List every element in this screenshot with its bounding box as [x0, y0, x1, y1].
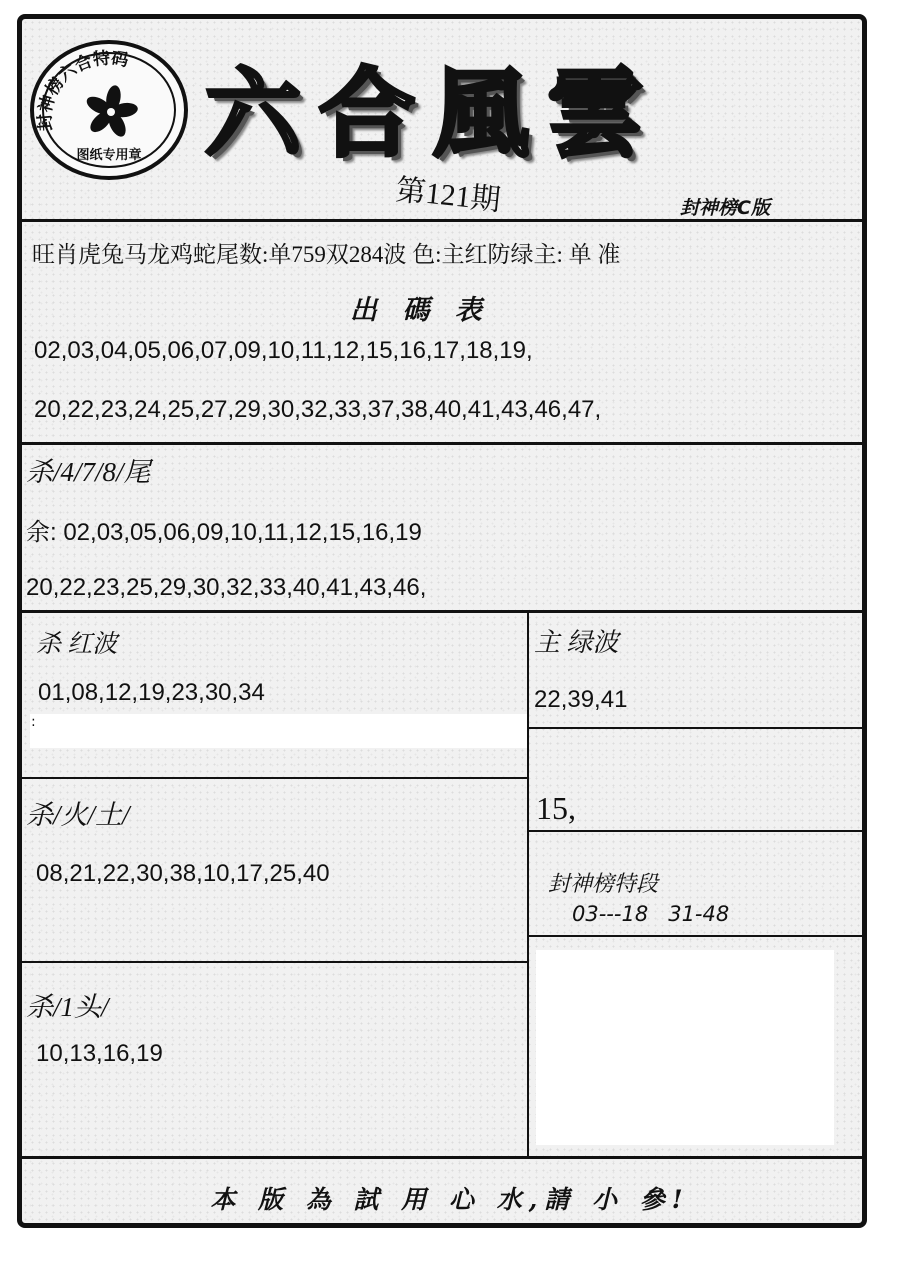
tail-rest-line-1: 余: 02,03,05,06,09,10,11,12,15,16,19: [26, 519, 422, 546]
seal-stamp: [30, 40, 188, 180]
chart-divider: [22, 442, 867, 445]
issue-number: 第121期: [394, 173, 503, 218]
footer-note: 本 版 為 試 用 心 水,請 小 參!: [210, 1185, 690, 1214]
kill-element-title: 杀/火/土/: [26, 800, 130, 830]
info-line: 旺肖虎兔马龙鸡蛇尾数:单759双284波 色:主红防绿主: 单 准: [32, 242, 621, 267]
seal-text: 封神榜六合特码: [35, 48, 130, 132]
tail-kill-title: 杀/4/7/8/尾: [26, 457, 151, 487]
kill-red-numbers: 01,08,12,19,23,30,34: [38, 679, 265, 706]
edition-label: 封神榜C版: [680, 197, 770, 219]
seal-caption: 图纸专用章: [76, 148, 142, 163]
right-divider-3: [529, 935, 867, 937]
chart-title: 出 碼 表: [350, 295, 490, 326]
special-ranges: 03---18 31-48: [572, 902, 730, 926]
blank-patch: [536, 950, 834, 1145]
kill-element-numbers: 08,21,22,30,38,10,17,25,40: [36, 860, 330, 887]
left-divider-2: [22, 961, 529, 963]
column-divider: [527, 612, 529, 1157]
blank-patch: [30, 714, 527, 748]
tail-divider: [22, 610, 867, 613]
kill-red-title: 杀 红波: [36, 631, 118, 658]
chart-row-2: 20,22,23,24,25,27,29,30,32,33,37,38,40,41,43,46,47,: [34, 396, 602, 423]
chart-row-1: 02,03,04,05,06,07,09,10,11,12,15,16,17,18,19,: [34, 337, 533, 364]
kill-head-numbers: 10,13,16,19: [36, 1040, 163, 1067]
special-title: 封神榜特段: [548, 872, 659, 897]
kill-red-mark: :: [31, 714, 36, 730]
tail-rest-line-2: 20,22,23,25,29,30,32,33,40,41,43,46,: [26, 574, 427, 601]
single-number: 15,: [536, 790, 576, 826]
page-title: 六合風雲: [205, 57, 661, 170]
right-divider-2: [529, 830, 867, 832]
footer-divider: [22, 1156, 867, 1159]
left-divider-1: [22, 777, 529, 779]
right-divider-1: [529, 727, 867, 729]
main-green-title: 主 绿波: [534, 628, 619, 657]
main-green-numbers: 22,39,41: [534, 686, 628, 713]
kill-head-title: 杀/1头/: [26, 992, 109, 1022]
